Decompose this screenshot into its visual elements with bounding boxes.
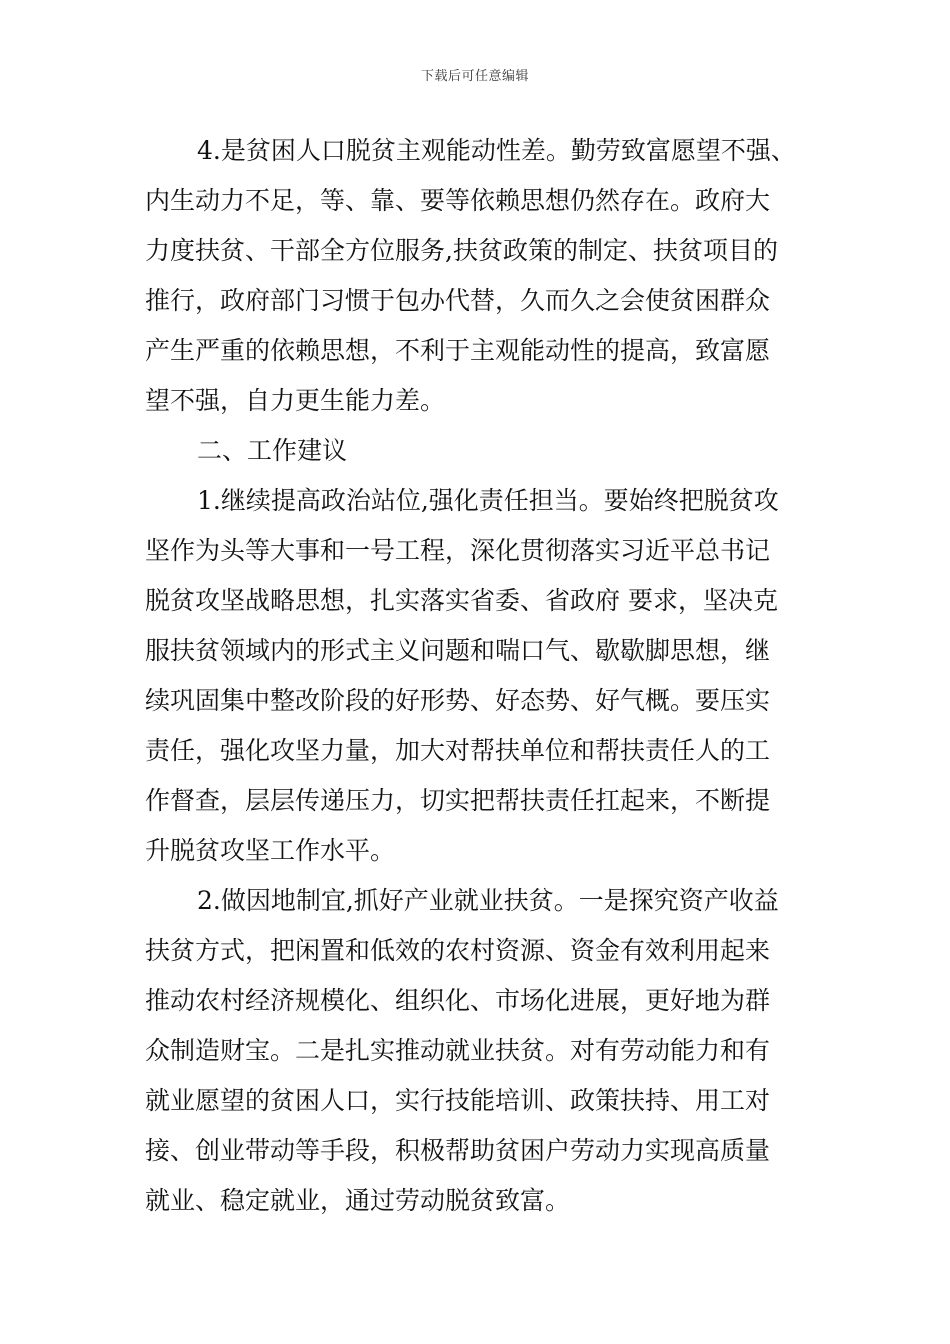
paragraph-line: 就业愿望的贫困人口，实行技能培训、政策扶持、用工对: [145, 1086, 771, 1115]
paragraph-line: 2.做因地制宜,抓好产业就业扶贫。一是探究资产收益: [197, 886, 779, 915]
paragraph: [145, 476, 815, 876]
paragraph: [145, 876, 815, 1226]
paragraph-line: 望不强，自力更生能力差。: [145, 386, 446, 415]
paragraph-line: 1.继续提高政治站位,强化责任担当。要始终把脱贫攻: [197, 486, 779, 515]
page-header: 下载后可任意编辑: [420, 69, 529, 84]
paragraph-line: 推行，政府部门习惯于包办代替，久而久之会使贫困群众: [145, 286, 771, 315]
paragraph-line: 就业、稳定就业，通过劳动脱贫致富。: [145, 1186, 571, 1215]
paragraph: [145, 126, 815, 426]
paragraph-line: 作督查，层层传递压力，切实把帮扶责任扛起来，不断提: [145, 786, 771, 815]
paragraph-line: 接、创业带动等手段，积极帮助贫困户劳动力实现高质量: [145, 1136, 771, 1165]
paragraph-line: 推动农村经济规模化、组织化、市场化进展，更好地为群: [145, 986, 771, 1015]
paragraph: [145, 426, 815, 476]
paragraph-line: 脱贫攻坚战略思想，扎实落实省委、省政府 要求，坚决克: [145, 586, 778, 615]
paragraph-line: 4.是贫困人口脱贫主观能动性差。勤劳致富愿望不强、: [197, 136, 796, 165]
paragraph-line: 责任，强化攻坚力量，加大对帮扶单位和帮扶责任人的工: [145, 736, 771, 765]
paragraph-line: 升脱贫攻坚工作水平。: [145, 836, 396, 865]
document-body: [145, 126, 815, 1226]
paragraph-line: 服扶贫领域内的形式主义问题和喘口气、歇歇脚思想，继: [145, 636, 771, 665]
paragraph-line: 内生动力不足，等、靠、要等依赖思想仍然存在。政府大: [145, 186, 771, 215]
paragraph-line: 二、工作建议: [197, 436, 348, 465]
paragraph-line: 产生严重的依赖思想，不利于主观能动性的提高，致富愿: [145, 336, 771, 365]
paragraph-line: 力度扶贫、干部全方位服务,扶贫政策的制定、扶贫项目的: [145, 236, 778, 265]
paragraph-line: 续巩固集中整改阶段的好形势、好态势、好气概。要压实: [145, 686, 771, 715]
paragraph-line: 扶贫方式，把闲置和低效的农村资源、资金有效利用起来: [145, 936, 771, 965]
paragraph-line: 坚作为头等大事和一号工程，深化贯彻落实习近平总书记: [145, 536, 771, 565]
paragraph-line: 众制造财宝。二是扎实推动就业扶贫。对有劳动能力和有: [145, 1036, 771, 1065]
